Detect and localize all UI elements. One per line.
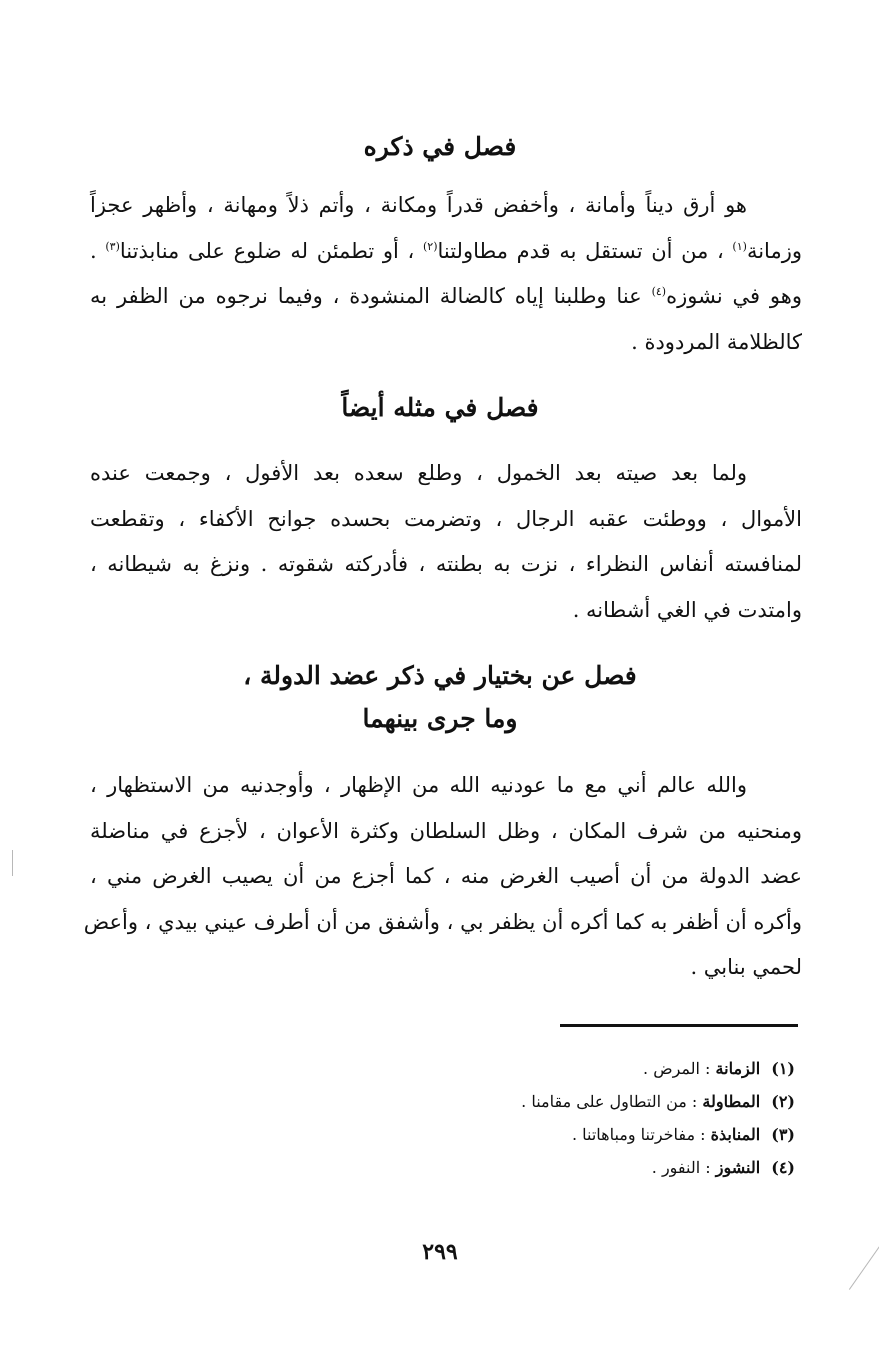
line-text: . (90, 238, 97, 263)
footnote-number: (١) (771, 1059, 795, 1078)
footnote-definition: النفور . (651, 1158, 701, 1177)
paragraph-line (90, 229, 802, 275)
line-text: وزمانة (746, 238, 802, 263)
page-number: ٢٩٩ (422, 1239, 458, 1265)
paragraph-line: ولما بعد صيته بعد الخمول ، وطلع سعده بعد الأفول ، وجمعت عنده (90, 461, 747, 485)
footnote-1: (١) الزمانة : المرض . (643, 1059, 795, 1078)
footnote-definition: المرض . (643, 1059, 700, 1078)
footnote-definition: مفاخرتنا ومباهاتنا . (571, 1125, 696, 1144)
paragraph-line: الأموال ، ووطئت عقبه الرجال ، وتضرمت بحسده جوانح الأكفاء ، وتقطعت (90, 506, 802, 531)
paragraph-line: ومنحنيه من شرف المكان ، وظل السلطان وكثرة الأعوان ، لأجزع في مناضلة (90, 818, 802, 843)
section-1-paragraph (90, 183, 802, 365)
section-heading-3-line-1: فصل عن بختيار في ذكر عضد الدولة ، (243, 661, 637, 690)
footnote-term: المطاولة (702, 1092, 761, 1111)
footnote-definition: من التطاول على مقامنا . (521, 1092, 687, 1111)
line-text: عنا وطلبنا إياه كالضالة المنشودة ، وفيما نرجوه من الظفر به (90, 284, 642, 308)
paragraph-line: وامتدت في الغي أشطانه . (572, 597, 802, 622)
paragraph-line: والله عالم أني مع ما عودنيه الله من الإظهار ، وأوجدنيه من الاستظهار ، (90, 773, 747, 797)
section-heading-3-line-2: وما جرى بينهما (362, 704, 518, 733)
footnote-term: النشوز (715, 1158, 761, 1177)
paragraph-line: كالظلامة المردودة . (631, 329, 802, 354)
footnote-divider (560, 1024, 798, 1027)
footnote-number: (٣) (771, 1125, 795, 1144)
footnote-2: (٢) المطاولة : من التطاول على مقامنا . (521, 1092, 795, 1111)
footnote-ref-4: (٤) (651, 285, 667, 298)
paragraph-line: وأكره أن أظفر به كما أكره أن يظفر بي ، وأشفق من أن أطرف عيني بيدي ، وأعض (83, 909, 802, 934)
section-heading-1: فصل في ذكره (363, 132, 517, 161)
footnote-number: (٤) (771, 1158, 795, 1177)
paragraph-line: عضد الدولة من أن أصيب الغرض منه ، كما أجزع من أن يصيب الغرض مني ، (90, 864, 802, 888)
footnote-term: المنابذة (710, 1125, 761, 1144)
paragraph-line: لمنافسته أنفاس النظراء ، نزت به بطنته ، فأدركته شقوته . ونزغ به شيطانه ، (90, 552, 802, 576)
footnote-ref-1: (١) (732, 239, 747, 253)
footnote-term: الزمانة (715, 1059, 761, 1078)
footnote-4: (٤) النشوز : النفور . (651, 1158, 795, 1177)
footnote-ref-2: (٢) (422, 239, 438, 253)
footnotes-list (300, 1052, 795, 1184)
line-text: ، أو تطمئن له ضلوع على منابذتنا (119, 238, 415, 263)
scan-mark (849, 1240, 879, 1290)
section-3-paragraph (83, 763, 802, 991)
section-heading-2: فصل في مثله أيضاً (341, 393, 539, 422)
line-text: وهو في نشوزه (666, 284, 803, 308)
scan-mark (12, 850, 13, 876)
footnote-ref-3: (٣) (105, 239, 120, 253)
paragraph-line: لحمي بنابي . (690, 955, 802, 979)
section-2-paragraph (90, 451, 802, 633)
line-text: ، من أن تستقل به قدم مطاولتنا (437, 238, 724, 263)
footnote-number: (٢) (771, 1092, 795, 1111)
paragraph-line: هو أرق ديناً وأمانة ، وأخفض قدراً ومكانة ، وأتم ذلاً ومهانة ، وأظهر عجزاً (90, 193, 747, 217)
footnote-3: (٣) المنابذة : مفاخرتنا ومباهاتنا . (571, 1125, 795, 1144)
paragraph-line (90, 274, 802, 320)
